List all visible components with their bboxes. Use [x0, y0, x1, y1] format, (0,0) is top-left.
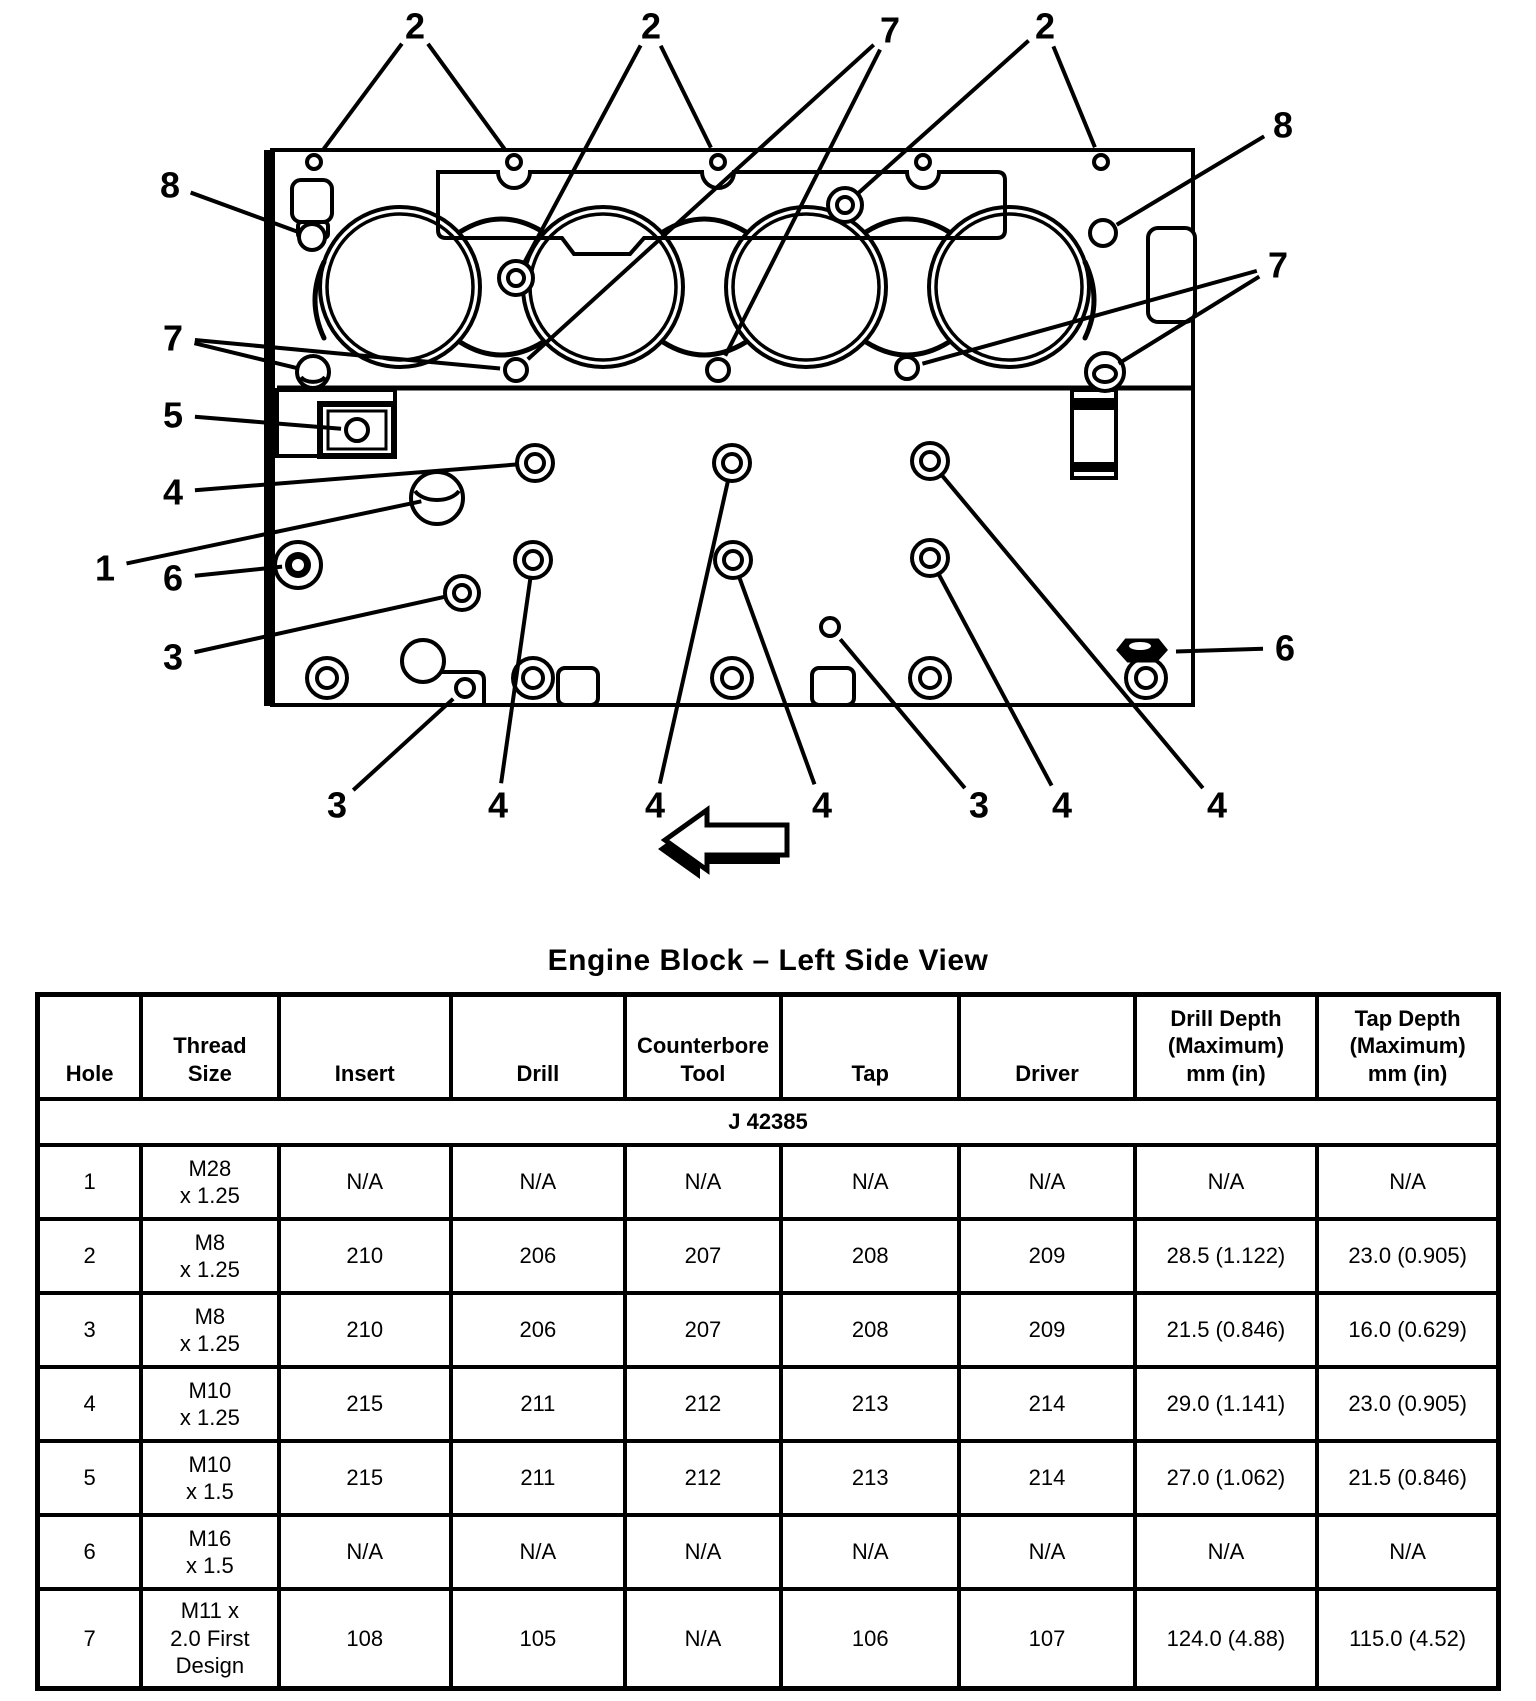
- leader-line-2-3: [1053, 46, 1095, 147]
- hole-ring-15: [714, 445, 750, 481]
- cell-r4-c7: 29.0 (1.141): [1135, 1367, 1318, 1441]
- hole-ring-20: [307, 658, 347, 698]
- leader-line-4-8: [195, 464, 519, 490]
- cell-r3-c3: 206: [451, 1293, 625, 1367]
- callout-8-4: 8: [1272, 104, 1294, 146]
- leader-line-4-16: [660, 479, 729, 784]
- cell-r2-c6: 209: [959, 1219, 1134, 1293]
- leader-line-3-14: [353, 699, 453, 790]
- hole-dot-0: [307, 155, 321, 169]
- cell-r7-c2: 108: [279, 1589, 451, 1688]
- cell-r7-c1: M11 x 2.0 First Design: [141, 1589, 278, 1688]
- cell-r5-c6: 214: [959, 1441, 1134, 1515]
- cell-r7-c5: 106: [781, 1589, 959, 1688]
- column-header-2: Insert: [279, 995, 451, 1100]
- column-header-8: Tap Depth (Maximum) mm (in): [1317, 995, 1498, 1100]
- hole-dot-28: [346, 419, 368, 441]
- cell-r6-c4: N/A: [625, 1515, 781, 1589]
- engine-block-outline: [264, 150, 1195, 706]
- cell-r3-c4: 207: [625, 1293, 781, 1367]
- hole-ring-18: [715, 542, 751, 578]
- column-header-1: Thread Size: [141, 995, 278, 1100]
- callout-3-11: 3: [162, 636, 184, 678]
- cell-r5-c7: 27.0 (1.062): [1135, 1441, 1318, 1515]
- cell-r1-c3: N/A: [451, 1145, 625, 1219]
- callout-2-1: 2: [640, 5, 662, 47]
- hole-dot-26: [821, 618, 839, 636]
- cell-r1-c5: N/A: [781, 1145, 959, 1219]
- leader-line-6-13: [1176, 649, 1263, 652]
- leader-line-4-20: [940, 473, 1203, 788]
- column-header-3: Drill: [451, 995, 625, 1100]
- cell-r2-c3: 206: [451, 1219, 625, 1293]
- callout-1-9: 1: [94, 547, 116, 589]
- cell-r2-c5: 208: [781, 1219, 959, 1293]
- callout-5-7: 5: [162, 394, 184, 436]
- hole-dot-10: [505, 359, 527, 381]
- hole-ring-17: [515, 542, 551, 578]
- table-row-hole-6: [38, 1515, 1499, 1589]
- callout-leader-lines: [127, 41, 1265, 790]
- callout-7-6: 7: [162, 317, 184, 359]
- leader-line-2-0: [428, 44, 505, 149]
- callout-8-5: 8: [159, 164, 181, 206]
- cell-r1-c2: N/A: [279, 1145, 451, 1219]
- cell-r3-c0: 3: [38, 1293, 142, 1367]
- cell-r1-c8: N/A: [1317, 1145, 1498, 1219]
- cell-r6-c1: M16 x 1.5: [141, 1515, 278, 1589]
- cell-r3-c2: 210: [279, 1293, 451, 1367]
- hole-dot-5: [299, 224, 325, 250]
- table-row-hole-1: [38, 1145, 1499, 1219]
- callout-7-12: 7: [1267, 244, 1289, 286]
- cylinder-bores: [320, 207, 1089, 367]
- tool-set-row: [38, 1099, 1499, 1145]
- cell-r5-c0: 5: [38, 1441, 142, 1515]
- hole-dot-4: [1094, 155, 1108, 169]
- callout-2-0: 2: [404, 5, 426, 47]
- cylinder-bore-3: [726, 207, 886, 367]
- cell-r4-c2: 215: [279, 1367, 451, 1441]
- callout-7-2: 7: [879, 9, 901, 51]
- hole-ring-23: [910, 658, 950, 698]
- cell-r7-c8: 115.0 (4.52): [1317, 1589, 1498, 1688]
- cell-r2-c7: 28.5 (1.122): [1135, 1219, 1318, 1293]
- table-row-hole-2: [38, 1219, 1499, 1293]
- table-row-hole-3: [38, 1293, 1499, 1367]
- hole-ring-24: [1126, 658, 1166, 698]
- callout-3-18: 3: [968, 784, 990, 826]
- cell-r5-c8: 21.5 (0.846): [1317, 1441, 1498, 1515]
- hole-spec-table: [35, 992, 1501, 1691]
- callout-3-14: 3: [326, 784, 348, 826]
- cell-r2-c0: 2: [38, 1219, 142, 1293]
- cell-r1-c1: M28 x 1.25: [141, 1145, 278, 1219]
- cell-r3-c8: 16.0 (0.629): [1317, 1293, 1498, 1367]
- cell-r6-c8: N/A: [1317, 1515, 1498, 1589]
- cell-r7-c3: 105: [451, 1589, 625, 1688]
- diagram-title: Engine Block – Left Side View: [547, 944, 989, 977]
- hole-ringmoon-13: [1086, 353, 1124, 391]
- cell-r4-c6: 214: [959, 1367, 1134, 1441]
- cell-r1-c4: N/A: [625, 1145, 781, 1219]
- callout-4-16: 4: [644, 784, 666, 826]
- callout-4-8: 4: [162, 471, 184, 513]
- leader-line-7-2: [528, 45, 874, 359]
- cell-r6-c7: N/A: [1135, 1515, 1318, 1589]
- cell-r3-c5: 208: [781, 1293, 959, 1367]
- cylinder-bore-4: [929, 207, 1089, 367]
- callout-2-3: 2: [1034, 5, 1056, 47]
- leader-line-4-19: [938, 572, 1052, 785]
- hole-dot-3: [916, 155, 930, 169]
- hole-ring-22: [712, 658, 752, 698]
- cell-r3-c6: 209: [959, 1293, 1134, 1367]
- hole-dot-11: [707, 359, 729, 381]
- hole-dot-6: [1090, 220, 1116, 246]
- cell-r1-c7: N/A: [1135, 1145, 1318, 1219]
- cell-r5-c5: 213: [781, 1441, 959, 1515]
- column-header-6: Driver: [959, 995, 1134, 1100]
- cell-r7-c6: 107: [959, 1589, 1134, 1688]
- cell-r1-c6: N/A: [959, 1145, 1134, 1219]
- cell-r7-c0: 7: [38, 1589, 142, 1688]
- tool-set-label: J 42385: [38, 1099, 1499, 1145]
- table-row-hole-7: [38, 1589, 1499, 1688]
- callout-6-10: 6: [162, 557, 184, 599]
- front-direction-arrow: [658, 810, 787, 879]
- hole-halfmoon-9: [297, 356, 329, 388]
- cell-r6-c6: N/A: [959, 1515, 1134, 1589]
- cylinder-bore-1: [320, 207, 480, 367]
- cell-r4-c8: 23.0 (0.905): [1317, 1367, 1498, 1441]
- leader-line-8-5: [191, 193, 297, 232]
- column-header-0: Hole: [38, 995, 142, 1100]
- leader-line-2-1: [524, 45, 641, 264]
- cell-r5-c2: 215: [279, 1441, 451, 1515]
- callout-4-17: 4: [811, 784, 833, 826]
- hole-dot-1: [507, 155, 521, 169]
- leader-line-2-1: [661, 46, 711, 148]
- table-row-hole-4: [38, 1367, 1499, 1441]
- cell-r2-c2: 210: [279, 1219, 451, 1293]
- callout-4-15: 4: [487, 784, 509, 826]
- cell-r3-c1: M8 x 1.25: [141, 1293, 278, 1367]
- cell-r6-c5: N/A: [781, 1515, 959, 1589]
- hole-ring-19: [912, 540, 948, 576]
- hole-dot-2: [711, 155, 725, 169]
- hole-ring-25: [445, 576, 479, 610]
- cell-r5-c4: 212: [625, 1441, 781, 1515]
- cell-r5-c3: 211: [451, 1441, 625, 1515]
- callout-4-20: 4: [1206, 784, 1228, 826]
- hole-ring-14: [517, 445, 553, 481]
- cell-r2-c4: 207: [625, 1219, 781, 1293]
- cell-r4-c4: 212: [625, 1367, 781, 1441]
- cell-r5-c1: M10 x 1.5: [141, 1441, 278, 1515]
- leader-line-3-18: [840, 639, 965, 788]
- cell-r1-c0: 1: [38, 1145, 142, 1219]
- hole-plug-29: [411, 472, 463, 524]
- column-header-7: Drill Depth (Maximum) mm (in): [1135, 995, 1318, 1100]
- cell-r7-c7: 124.0 (4.88): [1135, 1589, 1318, 1688]
- column-header-5: Tap: [781, 995, 959, 1100]
- cell-r6-c3: N/A: [451, 1515, 625, 1589]
- leader-line-2-0: [324, 44, 402, 149]
- hole-dot-12: [896, 357, 918, 379]
- cell-r4-c0: 4: [38, 1367, 142, 1441]
- cell-r7-c4: N/A: [625, 1589, 781, 1688]
- cell-r6-c2: N/A: [279, 1515, 451, 1589]
- cell-r4-c3: 211: [451, 1367, 625, 1441]
- hole-nut-31: [1118, 640, 1166, 661]
- cell-r3-c7: 21.5 (0.846): [1135, 1293, 1318, 1367]
- callout-6-13: 6: [1274, 627, 1296, 669]
- table-header-row: [38, 995, 1499, 1100]
- cell-r4-c1: M10 x 1.25: [141, 1367, 278, 1441]
- cell-r2-c8: 23.0 (0.905): [1317, 1219, 1498, 1293]
- cell-r2-c1: M8 x 1.25: [141, 1219, 278, 1293]
- hole-ring-7: [499, 261, 533, 295]
- cell-r6-c0: 6: [38, 1515, 142, 1589]
- table-row-hole-5: [38, 1441, 1499, 1515]
- callout-4-19: 4: [1051, 784, 1073, 826]
- column-header-4: Counterbore Tool: [625, 995, 781, 1100]
- hole-dot-27: [456, 679, 474, 697]
- cell-r4-c5: 213: [781, 1367, 959, 1441]
